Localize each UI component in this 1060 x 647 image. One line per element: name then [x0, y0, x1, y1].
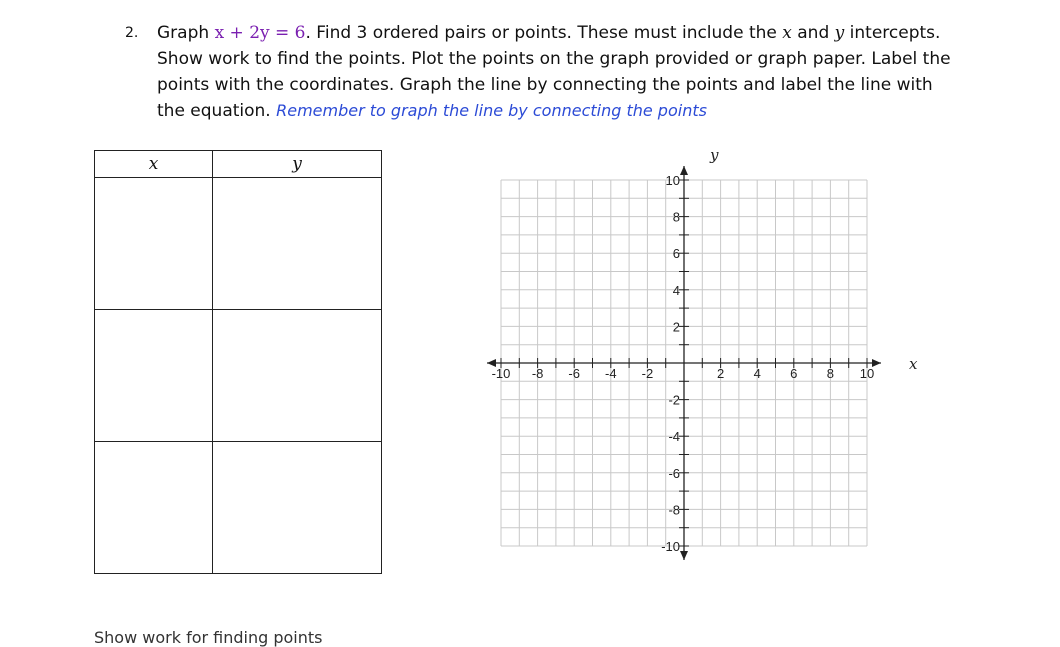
var-x: x — [782, 23, 792, 43]
problem-prefix: Graph — [157, 23, 215, 43]
problem-after-equation: . Find 3 ordered pairs or points. These must include the — [305, 23, 783, 43]
y-tick-label: -4 — [668, 429, 680, 445]
x-tick-label: -6 — [568, 366, 580, 381]
y-tick-label: 8 — [672, 209, 680, 225]
table-header-x: x — [95, 151, 213, 178]
footer-partial-text: Show work for finding points — [94, 628, 323, 647]
table-cell-y[interactable] — [213, 178, 382, 310]
y-tick-label: -2 — [668, 392, 680, 408]
y-tick-label: -10 — [661, 539, 680, 554]
y-tick-label: 10 — [665, 173, 680, 188]
x-tick-label: 10 — [859, 366, 875, 381]
var-y: y — [834, 23, 845, 43]
x-axis-label: x — [909, 355, 918, 373]
x-tick-label: 4 — [753, 366, 761, 381]
y-tick-label: 4 — [672, 282, 680, 298]
problem-equation: x + 2y = 6 — [214, 23, 306, 43]
x-tick-label: 6 — [790, 366, 798, 381]
reminder-text: Remember to graph the line by connecting the points — [276, 101, 707, 120]
x-tick-label: -4 — [605, 366, 617, 381]
y-tick-label: 6 — [672, 246, 680, 262]
y-tick-label: -8 — [668, 502, 680, 518]
table-row — [95, 178, 382, 310]
table-cell-x[interactable] — [95, 442, 213, 574]
y-axis-arrow-down — [680, 551, 688, 560]
table-row — [95, 442, 382, 574]
y-tick-label: -6 — [668, 465, 680, 481]
y-axis-arrow-up — [680, 166, 688, 175]
table-cell-x[interactable] — [95, 310, 213, 442]
x-tick-label: -10 — [491, 366, 511, 381]
x-tick-label: 8 — [826, 366, 835, 381]
table-row — [95, 310, 382, 442]
x-tick-label: -8 — [531, 366, 544, 381]
x-tick-label: -2 — [641, 366, 654, 381]
problem-statement — [125, 20, 955, 124]
table-cell-x[interactable] — [95, 178, 213, 310]
question-number: 2. — [125, 25, 139, 41]
y-axis-label: y — [710, 146, 719, 164]
coordinate-grid[interactable] — [470, 140, 940, 580]
xy-table — [94, 150, 382, 574]
y-tick-label: 2 — [672, 319, 680, 335]
x-tick-label: 2 — [716, 366, 725, 381]
table-cell-y[interactable] — [213, 442, 382, 574]
problem-body: intercepts. Show work to find the points. Plot the points on the graph provided or graph paper. Label the points with the coordinates. Graph the line by connecting the points and label the line with the equation. — [157, 23, 951, 121]
table-header-y: y — [213, 151, 382, 178]
problem-text — [157, 20, 955, 124]
word-and: and — [791, 23, 835, 43]
table-cell-y[interactable] — [213, 310, 382, 442]
